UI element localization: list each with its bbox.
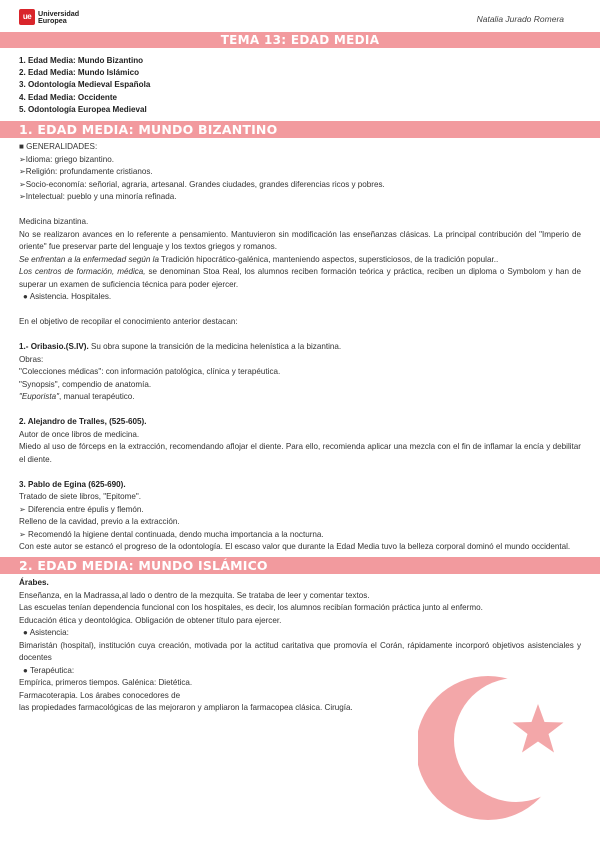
logo-mark: ue [19, 9, 35, 25]
medicina-title: Medicina bizantina. [19, 217, 89, 226]
section-2-bar [0, 557, 600, 574]
page-header [0, 0, 600, 33]
oribasio-line: Obras: [19, 354, 44, 364]
toc-item: 5. Odontología Europea Medieval [19, 104, 147, 114]
oribasio-line: "Colecciones médicas": con información patológica, clínica y terapéutica. [19, 367, 281, 376]
section-2-line: las propiedades farmacológicas de las mejoraron y ampliaron la farmacopea clásica. Cirugía. [19, 703, 353, 712]
medicina-paragraph: No se realizaron avances en lo referente a pensamiento. Mantuvieron sin modificación las enseñanzas clásicas. La principal contribución del "Imperio de oriente" fue preservar parte del lenguaje y los textos griegos y romanos. [19, 229, 581, 251]
bullet-item: ● Asistencia: [23, 628, 69, 637]
pablo-line: Relleno de la cavidad, previo a la extracción. [19, 517, 180, 526]
toc-item: 2. Edad Media: Mundo Islámico [19, 68, 140, 78]
medicina-paragraph: Se enfrentan a la enfermedad según la Tradición hipocrático-galénica, manteniendo aspectos, supersticiosos, de la tradición popular.. [19, 254, 499, 264]
pablo-heading: 3. Pablo de Egina (625-690). [19, 479, 126, 489]
section-1-body [19, 141, 581, 554]
section-2-line: Empírica, primeros tiempos. Galénica: Dietética. [19, 678, 193, 687]
toc-item: 1. Edad Media: Mundo Bizantino [19, 56, 144, 65]
logo-text: Universidad Europea [38, 8, 80, 25]
table-of-contents [19, 55, 150, 116]
section-2-line: Bimaristán (hospital), institución cuya creación, motivada por la actitud caritativa que promovía el Corán, rápidamente incorporó objetivos asistenciales y docentes [19, 640, 581, 662]
section-2-line: Educación ética y deontológica. Obligación de obtener título para ejercer. [19, 615, 282, 625]
generalidades-item: ➢Socio-economía: señorial, agraria, artesanal. Grandes ciudades, grandes diferencias ricos y pobres. [19, 179, 385, 189]
oribasio-line: "Synopsis", compendio de anatomía. [19, 379, 152, 389]
arabes-heading: Árabes. [19, 578, 49, 587]
pablo-line: Tratado de siete libros, "Epitome". [19, 492, 141, 501]
generalidades-item: ➢Religión: profundamente cristianos. [19, 167, 153, 176]
crescent-star-icon [418, 668, 568, 828]
author-name: Natalia Jurado Romera [476, 14, 564, 24]
bullet-item: ● Asistencia. Hospitales. [23, 292, 112, 301]
toc-item: 3. Odontología Medieval Española [19, 80, 151, 90]
university-logo [19, 9, 79, 25]
oribasio-heading: 1.- Oribasio.(S.IV). Su obra supone la transición de la medicina helenística a la bizantina. [19, 342, 342, 351]
section-1-heading: 1. EDAD MEDIA: MUNDO BIZANTINO [19, 122, 278, 137]
alejandro-heading: 2. Alejandro de Tralles, (525-605). [19, 417, 147, 426]
objetivo-text: En el objetivo de recopilar el conocimiento anterior destacan: [19, 317, 238, 326]
section-2-line: Enseñanza, en la Madrassa,al lado o dentro de la mezquita. Se trataba de leer y comentar textos. [19, 590, 370, 600]
section-2-line: Farmacoterapia. Los árabes conocedores de [19, 690, 181, 700]
generalidades-item: ➢Idioma: griego bizantino. [19, 154, 114, 164]
section-2-line: Las escuelas tenían dependencia funcional con los hospitales, es decir, los alumnos recibían formación práctica junto al enfermo. [19, 603, 483, 612]
generalidades-item: ➢Intelectual: pueblo y una minoría refinada. [19, 192, 177, 201]
section-1-bar [0, 121, 600, 138]
title-bar [0, 32, 600, 48]
pablo-line: ➢ Diferencia entre épulis y flemón. [19, 504, 144, 514]
alejandro-line: Autor de once libros de medicina. [19, 429, 140, 439]
oribasio-line: "Euporista", manual terapéutico. [19, 392, 135, 401]
bullet-item: ● Terapéutica: [23, 665, 75, 675]
pablo-line: ➢ Recomendó la higiene dental continuada, dendo mucha importancia a la nocturna. [19, 529, 324, 539]
generalidades-label: ■ GENERALIDADES: [19, 142, 98, 151]
medicina-paragraph: Los centros de formación, médica, se denominan Stoa Real, los alumnos reciben formación teórica y práctica, reciben un diploma o Symbolom y han de superar un examen de suficiencia técnica para poder ejercer. [19, 267, 581, 289]
alejandro-line: Miedo al uso de fórceps en la extracción, recomendando aflojar el diente. Para ello, recomienda aplicar una mezcla con el fin de inflamar la encía y debilitar el diente. [19, 442, 581, 464]
page-title: TEMA 13: EDAD MEDIA [220, 33, 380, 47]
section-2-heading: 2. EDAD MEDIA: MUNDO ISLÁMICO [19, 558, 268, 573]
pablo-line: Con este autor se estancó el progreso de la odontología. El escaso valor que durante la Edad Media tuvo la belleza corporal dominó el mundo occidental. [19, 542, 571, 551]
toc-item: 4. Edad Media: Occidente [19, 92, 118, 102]
